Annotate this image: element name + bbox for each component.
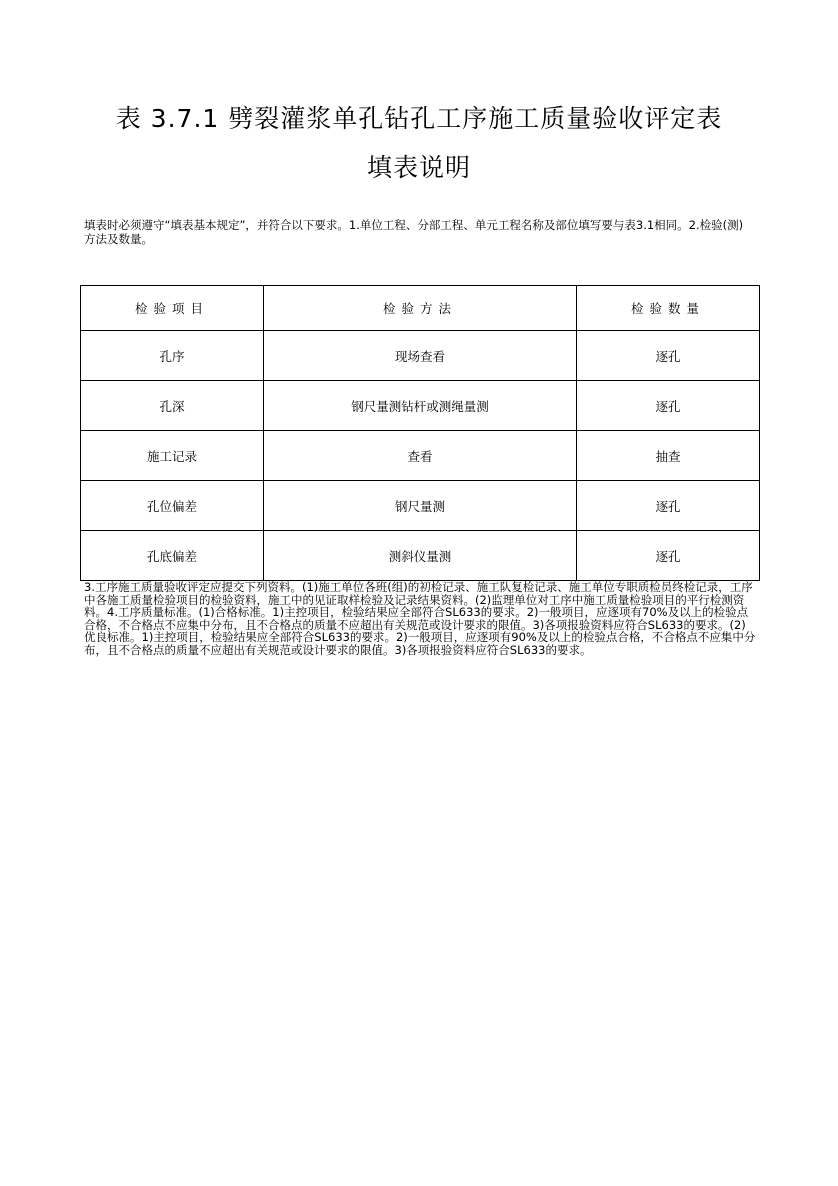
cell-method: 现场查看 bbox=[264, 331, 577, 381]
header-item: 检验项目 bbox=[81, 286, 264, 331]
cell-item: 孔底偏差 bbox=[81, 531, 264, 581]
header-method: 检验方法 bbox=[264, 286, 577, 331]
intro-paragraph: 填表时必须遵守“填表基本规定”，并符合以下要求。1.单位工程、分部工程、单元工程名称及部位填写要与表3.1相同。2.检验(测)方法及数量。 bbox=[84, 218, 744, 246]
cell-quantity: 抽查 bbox=[577, 431, 760, 481]
table-row bbox=[81, 331, 760, 381]
inspection-table bbox=[80, 285, 760, 581]
cell-item: 孔位偏差 bbox=[81, 481, 264, 531]
cell-quantity: 逐孔 bbox=[577, 481, 760, 531]
cell-method: 钢尺量测 bbox=[264, 481, 577, 531]
notes-paragraph: 3.工序施工质量验收评定应提交下列资料。(1)施工单位各班(组)的初检记录、施工队复检记录、施工单位专职质检员终检记录，工序中各施工质量检验项目的检验资料，施工中的见证取样检验及记录结果资料。(2)监理单位对工序中施工质量检验项目的平行检测资料。4.工序质量标准。(1)合格标准。1)主控项目，检验结果应全部符合SL633的要求。2)一般项目，应逐项有70%及以上的检验点合格，不合格点不应集中分布，且不合格点的质量不应超出有关规范或设计要求的限值。3)各项报验资料应符合SL633的要求。(2)优良标准。1)主控项目，检验结果应全部符合SL633的要求。2)一般项目，应逐项有90%及以上的检验点合格，不合格点不应集中分布，且不合格点的质量不应超出有关规范或设计要求的限值。3)各项报验资料应符合SL633的要求。 bbox=[84, 580, 756, 657]
cell-method: 查看 bbox=[264, 431, 577, 481]
cell-item: 孔序 bbox=[81, 331, 264, 381]
table-header-row bbox=[81, 286, 760, 331]
cell-quantity: 逐孔 bbox=[577, 531, 760, 581]
page-subtitle: 填表说明 bbox=[366, 153, 471, 182]
cell-item: 孔深 bbox=[81, 381, 264, 431]
table-row bbox=[81, 381, 760, 431]
header-quantity: 检验数量 bbox=[577, 286, 760, 331]
cell-item: 施工记录 bbox=[81, 431, 264, 481]
cell-quantity: 逐孔 bbox=[577, 381, 760, 431]
cell-method: 测斜仪量测 bbox=[264, 531, 577, 581]
table-row bbox=[81, 481, 760, 531]
table-row bbox=[81, 531, 760, 581]
table-row bbox=[81, 431, 760, 481]
cell-method: 钢尺量测钻杆或测绳量测 bbox=[264, 381, 577, 431]
page-title: 表 3.7.1 劈裂灌浆单孔钻孔工序施工质量验收评定表 bbox=[115, 104, 723, 133]
cell-quantity: 逐孔 bbox=[577, 331, 760, 381]
